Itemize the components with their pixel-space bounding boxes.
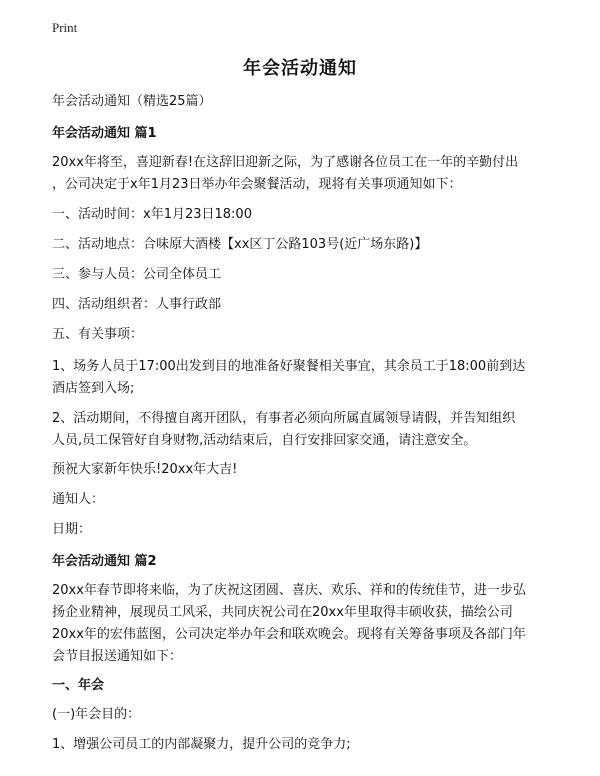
section2-para1-line3: 20xx年的宏伟蓝图，公司决定举办年会和联欢晚会。现将有关筹备事项及各部门年 <box>52 627 526 642</box>
purpose-item1: 1、增强公司员工的内部凝聚力，提升公司的竞争力; <box>52 737 351 752</box>
section2-para1-line4: 会节目报送通知如下： <box>52 649 183 664</box>
purpose-heading: (一)年会目的： <box>52 707 141 722</box>
intro-line: 年会活动通知（精选25篇） <box>52 94 212 109</box>
section2-para1-line2: 扬企业精神，展现员工风采，共同庆祝公司在20xx年里取得丰硕收获，描绘公司 <box>52 605 513 620</box>
section2-para1-line1: 20xx年春节即将来临，为了庆祝这团圆、喜庆、欢乐、祥和的传统佳节，进一步弘 <box>52 583 526 598</box>
section1-para1-line2: ，公司决定于x年1月23日举办年会聚餐活动，现将有关事项通知如下： <box>52 177 462 192</box>
note1-line2: 酒店签到入场; <box>52 381 135 396</box>
section2-heading: 年会活动通知 篇2 <box>52 554 157 569</box>
activity-place: 二、活动地点：合味原大酒楼【xx区丁公路103号(近广场东路)】 <box>52 237 428 252</box>
activity-people: 三、参与人员：公司全体员工 <box>52 267 222 282</box>
section2-subheading: 一、年会 <box>52 678 105 693</box>
document-title: 年会活动通知 <box>243 58 357 79</box>
activity-organizer: 四、活动组织者：人事行政部 <box>52 297 222 312</box>
date-label: 日期： <box>52 522 92 537</box>
activity-time: 一、活动时间：x年1月23日18:00 <box>52 207 252 222</box>
note1-line1: 1、场务人员于17:00出发到目的地准备好聚餐相关事宜，其余员工于18:00前到达 <box>52 359 526 374</box>
activity-notes-heading: 五、有关事项： <box>52 327 144 342</box>
note2-line1: 2、活动期间，不得擅自离开团队，有事者必须向所属直属领导请假，并告知组织 <box>52 411 516 426</box>
section1-para1-line1: 20xx年将至，喜迎新春!在这辞旧迎新之际，为了感谢各位员工在一年的辛勤付出 <box>52 155 519 170</box>
note2-line2: 人员,员工保管好自身财物,活动结束后，自行安排回家交通，请注意安全。 <box>52 433 477 448</box>
print-link[interactable]: Print <box>52 20 78 35</box>
new-year-wish: 预祝大家新年快乐!20xx年大吉! <box>52 462 238 477</box>
notifier-label: 通知人： <box>52 492 105 507</box>
section1-heading: 年会活动通知 篇1 <box>52 126 157 141</box>
